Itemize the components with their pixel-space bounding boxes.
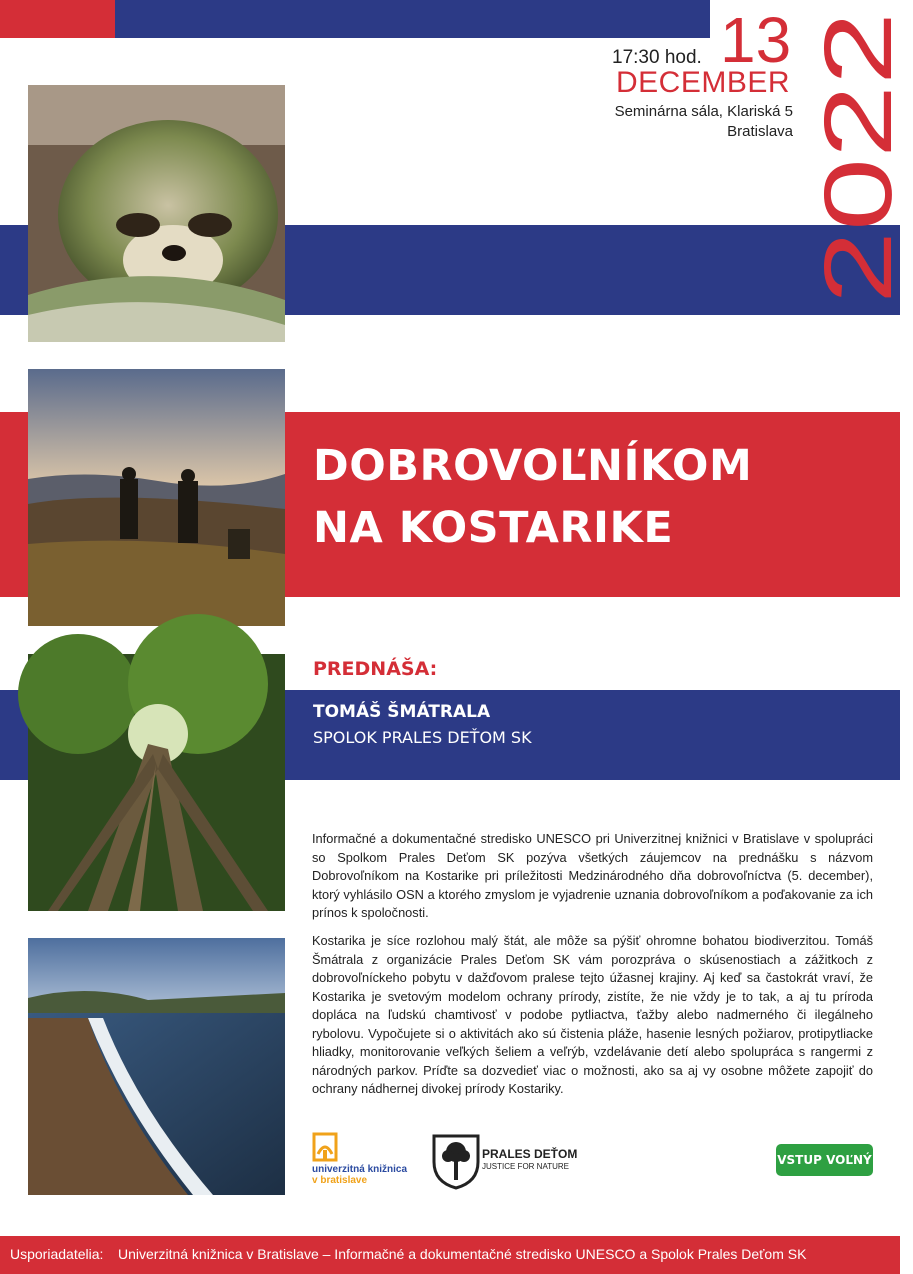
description-paragraph-2: Kostarika je síce rozlohou malý štát, ale môže sa pýšiť ohromne bohatou biodiverzitou. Tomáš Šmátrala z organizácie Prales Deťom SK vám porozpráva o skúsenostiach a zážitkoch z dobrovoľníckeho pobytu v dažďovom pralese tejto úžasnej krajiny. Aj keď sa častokrát vraví, že Kostarika je svetovým modelom ochrany prírody, zistíte, že nie vždy je to tak, a aj tu príroda dopláca na ľudskú chamtivosť v podobe pytliactva, ťažby alebo nadmerného či ilegálneho rybolovu. Vypočujete si o aktivitách ako sú čistenia pláže, hasenie lesných požiarov, protipytliacke hliadky, monitorovanie veľkých šeliem a veľrýb, vzdelávanie detí alebo spolupráca s rangermi z národných parkov. Príďte sa dozvedieť viac o možnosti, ako sa aj vy osobne môžete zapojiť do ochrany nádhernej divokej prírody Kostariky.: [312, 933, 873, 1096]
prales-logo-tagline: JUSTICE FOR NATURE: [482, 1162, 569, 1171]
library-logo-line-2: v bratislave: [312, 1175, 368, 1186]
top-blue-band: [115, 0, 710, 38]
speaker-organization: SPOLOK PRALES DEŤOM SK: [313, 728, 532, 747]
event-title: [313, 435, 752, 559]
event-day: 13: [720, 4, 792, 76]
library-logo-line-1: univerzitná knižnica: [312, 1164, 408, 1175]
event-year: [803, 12, 913, 304]
svg-text:2022: 2022: [805, 90, 912, 304]
prales-logo-icon: [430, 1132, 482, 1190]
event-time: 17:30 hod.: [612, 47, 702, 68]
title-line-1: DOBROVOĽNÍKOM: [313, 441, 753, 491]
footer-organizers: Univerzitná knižnica v Bratislave – Informačné a dokumentačné stredisko UNESCO a Spolok Prales Deťom SK: [118, 1246, 807, 1262]
event-month: DECEMBER: [616, 66, 791, 99]
lecture-label: PREDNÁŠA:: [313, 658, 438, 680]
title-line-2: NA KOSTARIKE: [313, 503, 674, 553]
beach-coast-photo: [28, 938, 285, 1195]
venue-address: Seminárna sála, Klariská 5: [614, 103, 793, 120]
library-logo-text: [312, 1164, 407, 1186]
sunset-hikers-photo: [28, 369, 285, 626]
prales-logo-name: PRALES DEŤOM: [482, 1147, 578, 1161]
free-entry-badge: VSTUP VOĽNÝ: [776, 1144, 873, 1176]
event-venue: [615, 102, 793, 142]
description-paragraph-1: Informačné a dokumentačné stredisko UNESCO pri Univerzitnej knižnici v Bratislave v spolupráci so Spolkom Prales Deťom SK pozýva všetkých záujemcov na prednášku s názvom Dobrovoľníkom na Kostarike pri príležitosti Medzinárodného dňa dobrovoľníctva (5. december), ktorý vyhlásilo OSN a ktorého zmyslom je vyjadrenie uznania dobrovoľníkom a poďakovanie za ich prínos k spoločnosti.: [312, 831, 873, 920]
sloth-photo: [28, 85, 285, 342]
top-red-band: [0, 0, 115, 38]
footer-label: Usporiadatelia:: [10, 1246, 104, 1262]
jungle-tree-photo: [28, 654, 285, 911]
venue-city: Bratislava: [727, 123, 793, 140]
speaker-name: TOMÁŠ ŠMÁTRALA: [313, 702, 491, 722]
